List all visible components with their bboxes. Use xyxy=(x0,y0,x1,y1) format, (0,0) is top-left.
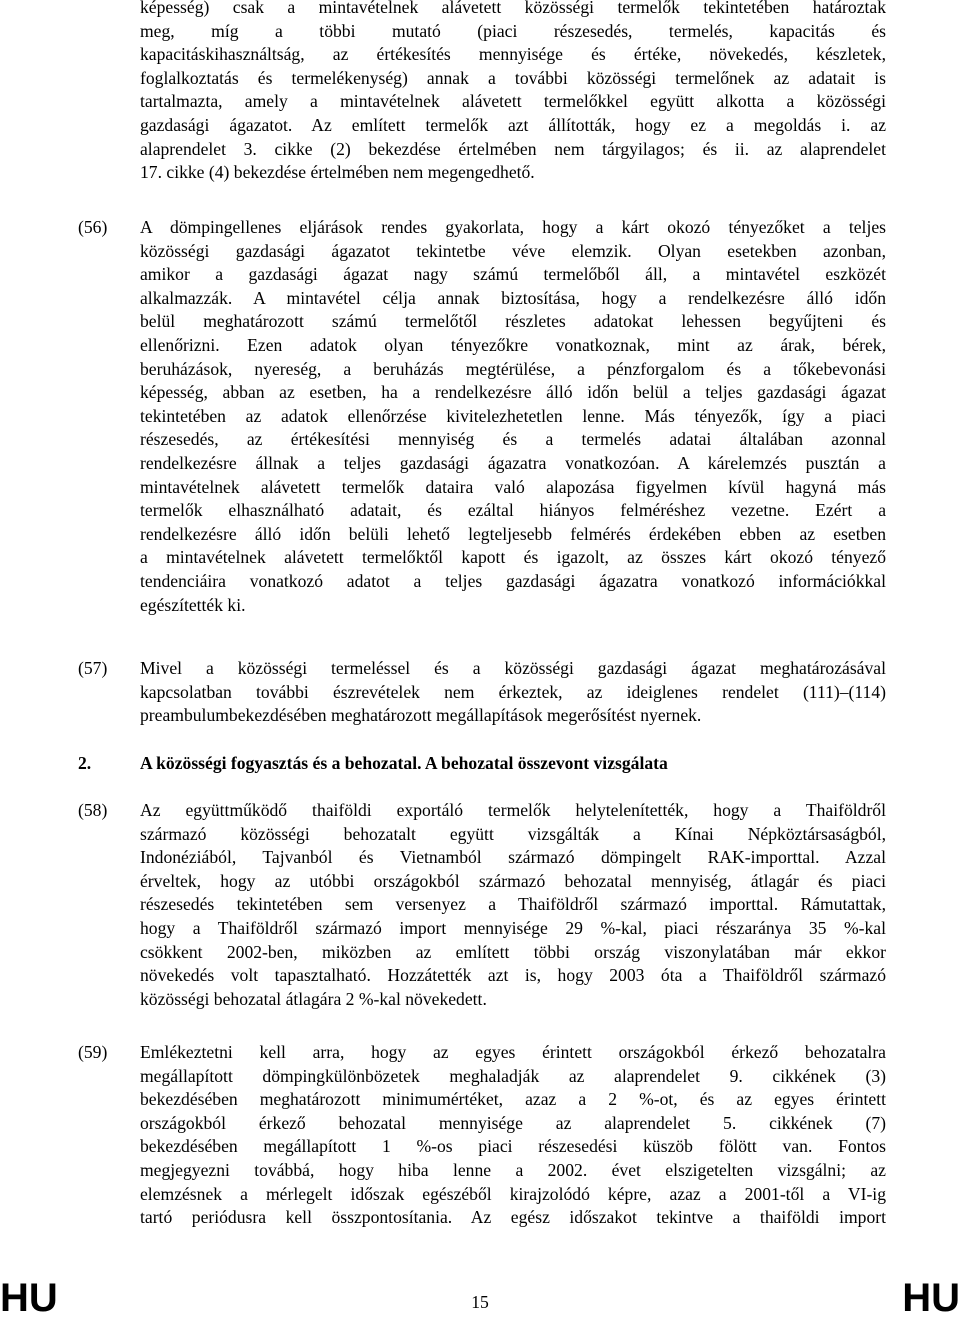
text-line: részesedés tekintetében sem versenyez a Thaiföldről származó importtal. Rámutattak, xyxy=(140,894,886,915)
text-line: kapcsolatban további észrevételek nem érkeztek, az ideiglenes rendelet (111)–(114) xyxy=(140,681,886,702)
text-line: Emlékeztetni kell arra, hogy az egyes érintett országokból érkező behozatalra xyxy=(140,1042,886,1062)
text-line: országokból érkező behozatal mennyisége az alaprendelet 5. cikkének (7) xyxy=(140,1112,886,1133)
paragraph-number: (57) xyxy=(78,658,108,678)
section-number: 2. xyxy=(78,753,92,773)
text-line: hogy a Thaiföldről származó import mennyisége 29 %-kal, piaci részaránya 35 %-kal xyxy=(140,917,886,938)
text-line: foglalkoztatás és termelékenység) annak a további közösségi termelőnek az adatait is xyxy=(140,67,886,88)
footer-language-code-left: HU xyxy=(0,1276,58,1320)
text-line: képesség) csak a mintavételnek alávetett közösségi termelők tekintetében határoztak xyxy=(140,0,886,17)
text-line: elemzésnek a mérlegelt időszak egészéből kirajzolódó képre, azaz a 2001-től a VI-ig xyxy=(140,1183,886,1204)
text-line: bekezdésében megállapított 1 %-os piaci részesedési küszöb fölött van. Fontos xyxy=(140,1136,886,1157)
text-line: alkalmazzák. A mintavétel célja annak biztosítása, hogy a rendelkezésre álló időn xyxy=(140,287,886,308)
text-line: származó közösségi behozatalt együtt vizsgálták a Kínai Népköztársaságból, xyxy=(140,823,886,844)
text-line: meg, míg a többi mutató (piaci részesedés, termelés, kapacitás és xyxy=(140,20,886,41)
section-heading xyxy=(78,752,886,776)
text-line: belül meghatározott számú termelőtől részletes adatokat lehessen begyűjteni és xyxy=(140,311,886,332)
paragraph-body xyxy=(140,0,886,185)
text-line: megállapított dömpingkülönbözetek meghaladják az alaprendelet 9. cikkének (3) xyxy=(140,1065,886,1086)
paragraph-number: (59) xyxy=(78,1042,108,1062)
text-line: kapacitáskihasználtság, az értékesítés mennyisége és értéke, növekedés, készletek, xyxy=(140,44,886,65)
text-line: részesedés, az értékesítési mennyiség és a termelés adatai általában azonnal xyxy=(140,429,886,450)
text-line: amikor a gazdasági ágazat nagy számú termelőből áll, a mintavétel eszközét xyxy=(140,264,886,285)
text-line: megjegyezni továbbá, hogy hiba lenne a 2002. évet elszigetelten vizsgálni; az xyxy=(140,1159,886,1180)
text-line: A dömpingellenes eljárások rendes gyakorlata, hogy a kárt okozó tényezőket a teljes xyxy=(140,217,886,237)
paragraph-57 xyxy=(78,657,886,728)
text-line: preambulumbekezdésében meghatározott megállapítások megerősítést nyernek. xyxy=(140,705,702,726)
paragraph-body xyxy=(140,657,886,728)
text-line: egészítették ki. xyxy=(140,594,246,615)
text-line: tendenciáira vonatkozó adatot a teljes gazdasági ágazatra vonatkozó információkkal xyxy=(140,570,886,591)
text-line: Az együttműködő thaiföldi exportáló termelők helytelenítették, hogy a Thaiföldről xyxy=(140,800,886,820)
text-line: a mintavételnek alávetett termelőktől kapott és igazolt, az összes kárt okozó tényező xyxy=(140,547,886,568)
text-line: közösségi gazdasági ágazatot tekintetbe véve elemzik. Olyan esetekben azonban, xyxy=(140,240,886,261)
paragraph-continuation xyxy=(78,0,886,185)
text-line: bekezdésében meghatározott minimumértéket, azaz a 2 %-ot, és az egyes érintett xyxy=(140,1089,886,1110)
paragraph-number: (58) xyxy=(78,800,108,820)
text-line: csökkent 2002-ben, miközben az említett többi ország viszonylatában már ekkor xyxy=(140,941,886,962)
section-title: A közösségi fogyasztás és a behozatal. A behozatal összevont vizsgálata xyxy=(140,753,668,773)
text-line: Mivel a közösségi termeléssel és a közösségi gazdasági ágazat meghatározásával xyxy=(140,658,886,678)
paragraph-number: (56) xyxy=(78,217,108,237)
text-line: tekintetében az adatok ellenőrzése kivitelezhetetlen lenne. Más tényezők, így a piaci xyxy=(140,405,886,426)
text-line: növekedés volt tapasztalható. Hozzátették azt is, hogy 2003 óta a Thaiföldről származó xyxy=(140,965,886,986)
text-line: képesség, abban az esetben, ha a rendelkezésre álló időn belül a teljes gazdasági ágazat xyxy=(140,382,886,403)
text-line: érveltek, hogy az utóbbi országokból származó behozatal mennyiség, átlagár és piaci xyxy=(140,870,886,891)
paragraph-58 xyxy=(78,799,886,1011)
paragraph-59 xyxy=(78,1041,886,1230)
text-line: ellenőrizni. Ezen adatok olyan tényezőkre vonatkoznak, mint az árak, bérek, xyxy=(140,334,886,355)
text-line: rendelkezésre állnak a teljes gazdasági ágazatra vonatkozóan. A kárelemzés pusztán a xyxy=(140,452,886,473)
text-line: alaprendelet 3. cikke (2) bekezdése értelmében nem tárgyilagos; és ii. az alaprendelet xyxy=(140,138,886,159)
text-line: tartó periódusra kell összpontosítania. Az egész időszakot tekintve a thaiföldi import xyxy=(140,1207,886,1228)
text-line: rendelkezésre álló időn belüli lehető legteljesebb felmérés érdekében ebben az esetben xyxy=(140,523,886,544)
text-line: közösségi behozatal átlagára 2 %-kal növekedett. xyxy=(140,988,487,1009)
footer-language-code-right: HU xyxy=(902,1276,960,1320)
text-line: Indonéziából, Tajvanból és Vietnamból származó dömpingelt RAK-importtal. Azzal xyxy=(140,847,886,868)
paragraph-body xyxy=(140,799,886,1011)
text-line: tartalmazta, amely a mintavételnek alávetett termelőkkel együtt alkotta a közösségi xyxy=(140,91,886,112)
text-line: mintavételnek alávetett termelők dataira való alapozása figyelmen kívül hagyná más xyxy=(140,476,886,497)
page-number: 15 xyxy=(471,1292,489,1312)
text-line: gazdasági ágazatot. Az említett termelők azt állították, hogy ez a megoldás i. az xyxy=(140,114,886,135)
text-line: termelők elhasználható adatait, és ezáltal hiányos felméréshez vezetne. Ezért a xyxy=(140,500,886,521)
text-line: beruházások, nyereség, a beruházás megtérülése, a pénzforgalom és a tőkebevonási xyxy=(140,358,886,379)
paragraph-56 xyxy=(78,216,886,617)
text-line: 17. cikke (4) bekezdése értelmében nem megengedhető. xyxy=(140,162,535,183)
paragraph-body xyxy=(140,1041,886,1230)
paragraph-body xyxy=(140,216,886,617)
